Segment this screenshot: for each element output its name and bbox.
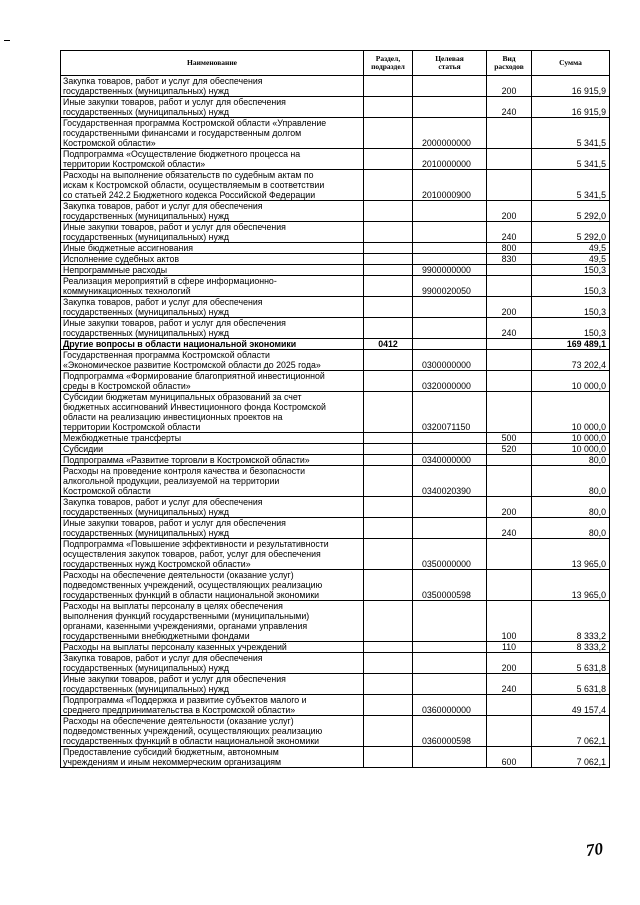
cell-section (364, 747, 413, 768)
cell-target: 9900020050 (413, 276, 487, 297)
cell-kind (487, 371, 532, 392)
cell-name: Подпрограмма «Поддержка и развитие субъектов малого и среднего предпринимательства в Костромской области» (61, 695, 364, 716)
cell-target (413, 433, 487, 444)
cell-kind: 200 (487, 297, 532, 318)
table-row (61, 118, 610, 149)
cell-name: Иные закупки товаров, работ и услуг для обеспечения государственных (муниципальных) нужд (61, 318, 364, 339)
cell-section (364, 254, 413, 265)
budget-table (60, 50, 610, 768)
cell-section (364, 118, 413, 149)
cell-section (364, 170, 413, 201)
cell-sum: 5 631,8 (532, 653, 610, 674)
cell-section (364, 455, 413, 466)
cell-section (364, 76, 413, 97)
cell-target: 2000000000 (413, 118, 487, 149)
cell-target (413, 518, 487, 539)
cell-kind (487, 466, 532, 497)
cell-sum: 80,0 (532, 497, 610, 518)
cell-section (364, 716, 413, 747)
cell-section (364, 243, 413, 254)
cell-name: Закупка товаров, работ и услуг для обеспечения государственных (муниципальных) нужд (61, 201, 364, 222)
cell-name: Расходы на обеспечение деятельности (оказание услуг) подведомственных учреждений, осуществляющих реализацию государственных функций в области национальной экономики (61, 570, 364, 601)
scan-mark (4, 40, 10, 41)
cell-sum: 10 000,0 (532, 433, 610, 444)
table-row (61, 570, 610, 601)
cell-name: Иные бюджетные ассигнования (61, 243, 364, 254)
table-row (61, 371, 610, 392)
cell-target: 2010000900 (413, 170, 487, 201)
cell-name: Межбюджетные трансферты (61, 433, 364, 444)
cell-sum: 5 292,0 (532, 201, 610, 222)
cell-sum: 5 631,8 (532, 674, 610, 695)
cell-kind (487, 339, 532, 350)
cell-section (364, 674, 413, 695)
cell-sum: 13 965,0 (532, 570, 610, 601)
cell-sum: 150,3 (532, 276, 610, 297)
cell-target (413, 497, 487, 518)
cell-section (364, 695, 413, 716)
cell-kind: 200 (487, 653, 532, 674)
cell-section (364, 570, 413, 601)
cell-section (364, 97, 413, 118)
cell-target (413, 97, 487, 118)
table-row (61, 455, 610, 466)
table-row (61, 222, 610, 243)
cell-section (364, 149, 413, 170)
cell-target: 9900000000 (413, 265, 487, 276)
cell-kind (487, 118, 532, 149)
cell-sum: 8 333,2 (532, 601, 610, 642)
cell-name: Расходы на обеспечение деятельности (оказание услуг) подведомственных учреждений, осуществляющих реализацию государственных функций в области национальной экономики (61, 716, 364, 747)
cell-sum: 73 202,4 (532, 350, 610, 371)
cell-kind (487, 570, 532, 601)
cell-kind (487, 716, 532, 747)
cell-target (413, 297, 487, 318)
cell-section (364, 497, 413, 518)
table-row (61, 695, 610, 716)
cell-kind: 600 (487, 747, 532, 768)
cell-name: Иные закупки товаров, работ и услуг для обеспечения государственных (муниципальных) нужд (61, 674, 364, 695)
cell-kind (487, 455, 532, 466)
cell-sum: 80,0 (532, 518, 610, 539)
table-row (61, 318, 610, 339)
cell-target: 0340020390 (413, 466, 487, 497)
table-row (61, 243, 610, 254)
cell-section (364, 433, 413, 444)
cell-kind: 240 (487, 97, 532, 118)
cell-section (364, 392, 413, 433)
cell-kind (487, 695, 532, 716)
cell-sum: 49,5 (532, 243, 610, 254)
cell-target (413, 254, 487, 265)
cell-section: 0412 (364, 339, 413, 350)
cell-kind: 240 (487, 518, 532, 539)
cell-sum: 5 341,5 (532, 170, 610, 201)
cell-target (413, 243, 487, 254)
cell-target (413, 653, 487, 674)
cell-section (364, 444, 413, 455)
table-row (61, 601, 610, 642)
cell-kind: 100 (487, 601, 532, 642)
cell-sum: 7 062,1 (532, 716, 610, 747)
table-body (61, 76, 610, 768)
cell-section (364, 601, 413, 642)
cell-sum: 150,3 (532, 265, 610, 276)
cell-kind: 200 (487, 76, 532, 97)
cell-name: Исполнение судебных актов (61, 254, 364, 265)
table-row (61, 674, 610, 695)
cell-section (364, 318, 413, 339)
cell-kind: 110 (487, 642, 532, 653)
cell-name: Подпрограмма «Повышение эффективности и результативности осуществления закупок товаров, работ, услуг для обеспечения государственных нужд Костромской области» (61, 539, 364, 570)
cell-sum: 10 000,0 (532, 444, 610, 455)
cell-section (364, 276, 413, 297)
cell-name: Иные закупки товаров, работ и услуг для обеспечения государственных (муниципальных) нужд (61, 222, 364, 243)
cell-target: 0340000000 (413, 455, 487, 466)
cell-section (364, 265, 413, 276)
table-row (61, 254, 610, 265)
table-row (61, 392, 610, 433)
cell-section (364, 642, 413, 653)
cell-name: Реализация мероприятий в сфере информационно- коммуникационных технологий (61, 276, 364, 297)
table-row (61, 339, 610, 350)
cell-sum: 5 341,5 (532, 149, 610, 170)
cell-sum: 150,3 (532, 297, 610, 318)
cell-sum: 16 915,9 (532, 97, 610, 118)
cell-name: Подпрограмма «Формирование благоприятной инвестиционной среды в Костромской области» (61, 371, 364, 392)
cell-target (413, 201, 487, 222)
table-row (61, 518, 610, 539)
table-row (61, 497, 610, 518)
cell-name: Закупка товаров, работ и услуг для обеспечения государственных (муниципальных) нужд (61, 497, 364, 518)
table-row (61, 433, 610, 444)
header-sum: Сумма (532, 51, 610, 76)
cell-section (364, 518, 413, 539)
cell-section (364, 371, 413, 392)
table-row (61, 297, 610, 318)
cell-target (413, 76, 487, 97)
cell-name: Расходы на проведение контроля качества и безопасности алкогольной продукции, реализуемой на территории Костромской области (61, 466, 364, 497)
table-row (61, 466, 610, 497)
table-row (61, 653, 610, 674)
cell-section (364, 350, 413, 371)
cell-name: Расходы на выплаты персоналу в целях обеспечения выполнения функций государственными (муниципальными) органами, казенными учреждениями, органами управления государственными внебюджетными фондами (61, 601, 364, 642)
header-section: Раздел, подраздел (364, 51, 413, 76)
table-row (61, 747, 610, 768)
cell-name: Расходы на выполнение обязательств по судебным актам по искам к Костромской области, осуществляемым в соответствии со статьей 242.2 Бюджетного кодекса Российской Федерации (61, 170, 364, 201)
cell-kind: 240 (487, 318, 532, 339)
cell-target (413, 747, 487, 768)
cell-name: Закупка товаров, работ и услуг для обеспечения государственных (муниципальных) нужд (61, 76, 364, 97)
cell-kind: 500 (487, 433, 532, 444)
cell-section (364, 222, 413, 243)
table-row (61, 642, 610, 653)
cell-sum: 7 062,1 (532, 747, 610, 768)
cell-sum: 80,0 (532, 455, 610, 466)
cell-target: 0320000000 (413, 371, 487, 392)
cell-kind: 830 (487, 254, 532, 265)
cell-target (413, 642, 487, 653)
cell-name: Государственная программа Костромской области «Экономическое развитие Костромской области до 2025 года» (61, 350, 364, 371)
cell-target (413, 444, 487, 455)
cell-target (413, 601, 487, 642)
cell-name: Субсидии (61, 444, 364, 455)
cell-sum: 10 000,0 (532, 392, 610, 433)
cell-section (364, 539, 413, 570)
cell-sum: 5 292,0 (532, 222, 610, 243)
cell-kind (487, 265, 532, 276)
table-row (61, 716, 610, 747)
cell-target (413, 222, 487, 243)
cell-kind (487, 392, 532, 433)
cell-target: 0350000598 (413, 570, 487, 601)
cell-kind: 520 (487, 444, 532, 455)
table-row (61, 97, 610, 118)
cell-kind (487, 170, 532, 201)
cell-sum: 169 489,1 (532, 339, 610, 350)
table-row (61, 76, 610, 97)
header-kind: Вид расходов (487, 51, 532, 76)
table-row (61, 350, 610, 371)
cell-name: Расходы на выплаты персоналу казенных учреждений (61, 642, 364, 653)
cell-section (364, 653, 413, 674)
cell-kind (487, 539, 532, 570)
cell-section (364, 201, 413, 222)
cell-name: Подпрограмма «Развитие торговли в Костромской области» (61, 455, 364, 466)
table-row (61, 201, 610, 222)
cell-target: 0360000000 (413, 695, 487, 716)
page-number: 70 (584, 838, 605, 861)
cell-sum: 8 333,2 (532, 642, 610, 653)
cell-name: Государственная программа Костромской области «Управление государственными финансами и государственным долгом Костромской области» (61, 118, 364, 149)
table-row (61, 170, 610, 201)
cell-sum: 10 000,0 (532, 371, 610, 392)
cell-sum: 49 157,4 (532, 695, 610, 716)
cell-kind (487, 276, 532, 297)
cell-kind: 240 (487, 674, 532, 695)
cell-name: Закупка товаров, работ и услуг для обеспечения государственных (муниципальных) нужд (61, 297, 364, 318)
cell-name: Закупка товаров, работ и услуг для обеспечения государственных (муниципальных) нужд (61, 653, 364, 674)
header-target: Целевая статья (413, 51, 487, 76)
cell-kind: 200 (487, 497, 532, 518)
table-row (61, 149, 610, 170)
cell-sum: 150,3 (532, 318, 610, 339)
header-name: Наименование (61, 51, 364, 76)
cell-sum: 49,5 (532, 254, 610, 265)
cell-name: Иные закупки товаров, работ и услуг для обеспечения государственных (муниципальных) нужд (61, 97, 364, 118)
table-row (61, 276, 610, 297)
cell-kind (487, 149, 532, 170)
cell-sum: 80,0 (532, 466, 610, 497)
cell-target: 0360000598 (413, 716, 487, 747)
table-row (61, 444, 610, 455)
cell-kind: 240 (487, 222, 532, 243)
cell-name: Предоставление субсидий бюджетным, автономным учреждениям и иным некоммерческим организациям (61, 747, 364, 768)
cell-kind: 800 (487, 243, 532, 254)
table-row (61, 265, 610, 276)
cell-kind (487, 350, 532, 371)
cell-sum: 5 341,5 (532, 118, 610, 149)
cell-sum: 16 915,9 (532, 76, 610, 97)
table-row (61, 539, 610, 570)
cell-kind: 200 (487, 201, 532, 222)
cell-name: Подпрограмма «Осуществление бюджетного процесса на территории Костромской области» (61, 149, 364, 170)
cell-target: 0300000000 (413, 350, 487, 371)
cell-section (364, 466, 413, 497)
cell-target (413, 318, 487, 339)
cell-name: Иные закупки товаров, работ и услуг для обеспечения государственных (муниципальных) нужд (61, 518, 364, 539)
cell-target (413, 339, 487, 350)
cell-target: 0320071150 (413, 392, 487, 433)
cell-target: 0350000000 (413, 539, 487, 570)
cell-name: Непрограммные расходы (61, 265, 364, 276)
cell-section (364, 297, 413, 318)
cell-target (413, 674, 487, 695)
cell-name: Другие вопросы в области национальной экономики (61, 339, 364, 350)
cell-target: 2010000000 (413, 149, 487, 170)
cell-sum: 13 965,0 (532, 539, 610, 570)
cell-name: Субсидии бюджетам муниципальных образований за счет бюджетных ассигнований Инвестиционного фонда Костромской области на реализацию инвестиционных проектов на территории Костромской области (61, 392, 364, 433)
table-header-row (61, 51, 610, 76)
